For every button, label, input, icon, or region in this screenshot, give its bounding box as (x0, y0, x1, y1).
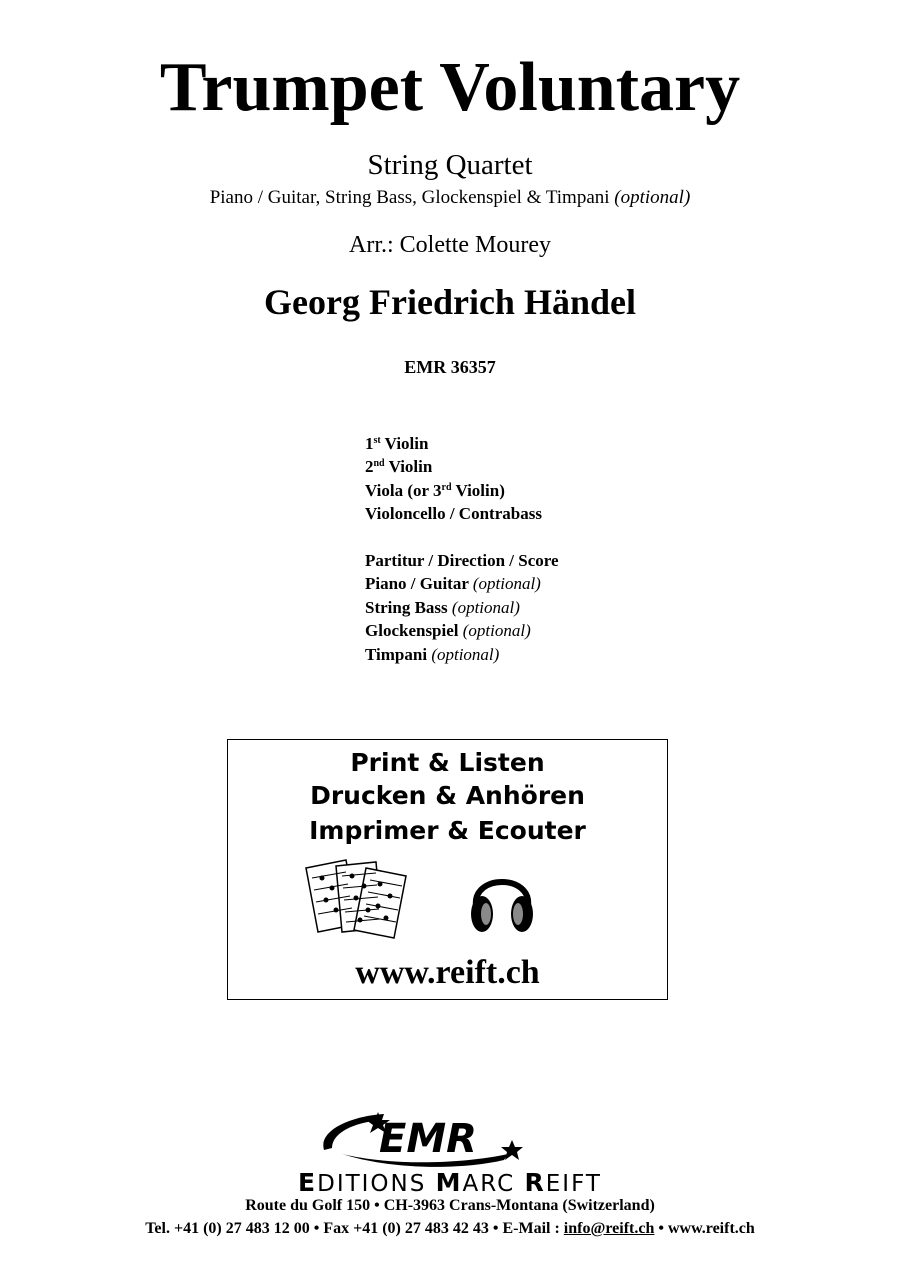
string-parts-list (365, 432, 542, 526)
composer: Georg Friedrich Händel (264, 282, 636, 322)
subtitle: String Quartet (367, 149, 533, 181)
email-link[interactable]: info@reift.ch (563, 1220, 655, 1237)
part-item: 1st Violin (365, 434, 429, 453)
promo-url-link[interactable]: www.reift.ch (355, 954, 540, 991)
part-item: Glockenspiel (optional) (365, 621, 531, 641)
part-item: Viola (or 3rd Violin) (365, 480, 505, 500)
instrumentation (0, 186, 900, 210)
other-parts-list (365, 549, 559, 666)
sheet-music-icon (302, 858, 414, 940)
publisher-name: EDITIONS MARC REIFT (298, 1168, 602, 1197)
part-item: Partitur / Direction / Score (365, 551, 559, 570)
part-item: String Bass (optional) (365, 597, 520, 617)
contact-phone-fax: Tel. +41 (0) 27 483 12 00 • Fax +41 (0) 27 483 42 43 • E-Mail : (145, 1220, 564, 1237)
part-item: 2nd Violin (365, 457, 433, 477)
promo-line-german: Drucken & Anhören (310, 781, 585, 810)
headphones-icon (468, 862, 536, 936)
promo-line-english: Print & Listen (350, 748, 545, 777)
instrumentation-text: Piano / Guitar, String Bass, Glockenspiel & Timpani (209, 187, 610, 208)
publisher-address: Route du Golf 150 • CH-3963 Crans-Montana (Switzerland) (245, 1197, 655, 1214)
emr-logo (312, 1110, 544, 1170)
print-listen-box (227, 739, 668, 1000)
arranger: Arr.: Colette Mourey (349, 232, 551, 258)
part-item: Piano / Guitar (optional) (365, 574, 541, 594)
part-item: Violoncello / Contrabass (365, 504, 542, 524)
part-item: Timpani (optional) (365, 644, 500, 664)
instrumentation-optional: (optional) (614, 187, 691, 208)
page-title: Trumpet Voluntary (159, 49, 741, 126)
emr-logo-text: EMR (379, 1116, 477, 1162)
promo-line-french: Imprimer & Ecouter (309, 816, 586, 845)
contact-website: • www.reift.ch (654, 1220, 755, 1237)
catalog-number: EMR 36357 (404, 357, 496, 377)
publisher-contact (0, 1219, 900, 1239)
